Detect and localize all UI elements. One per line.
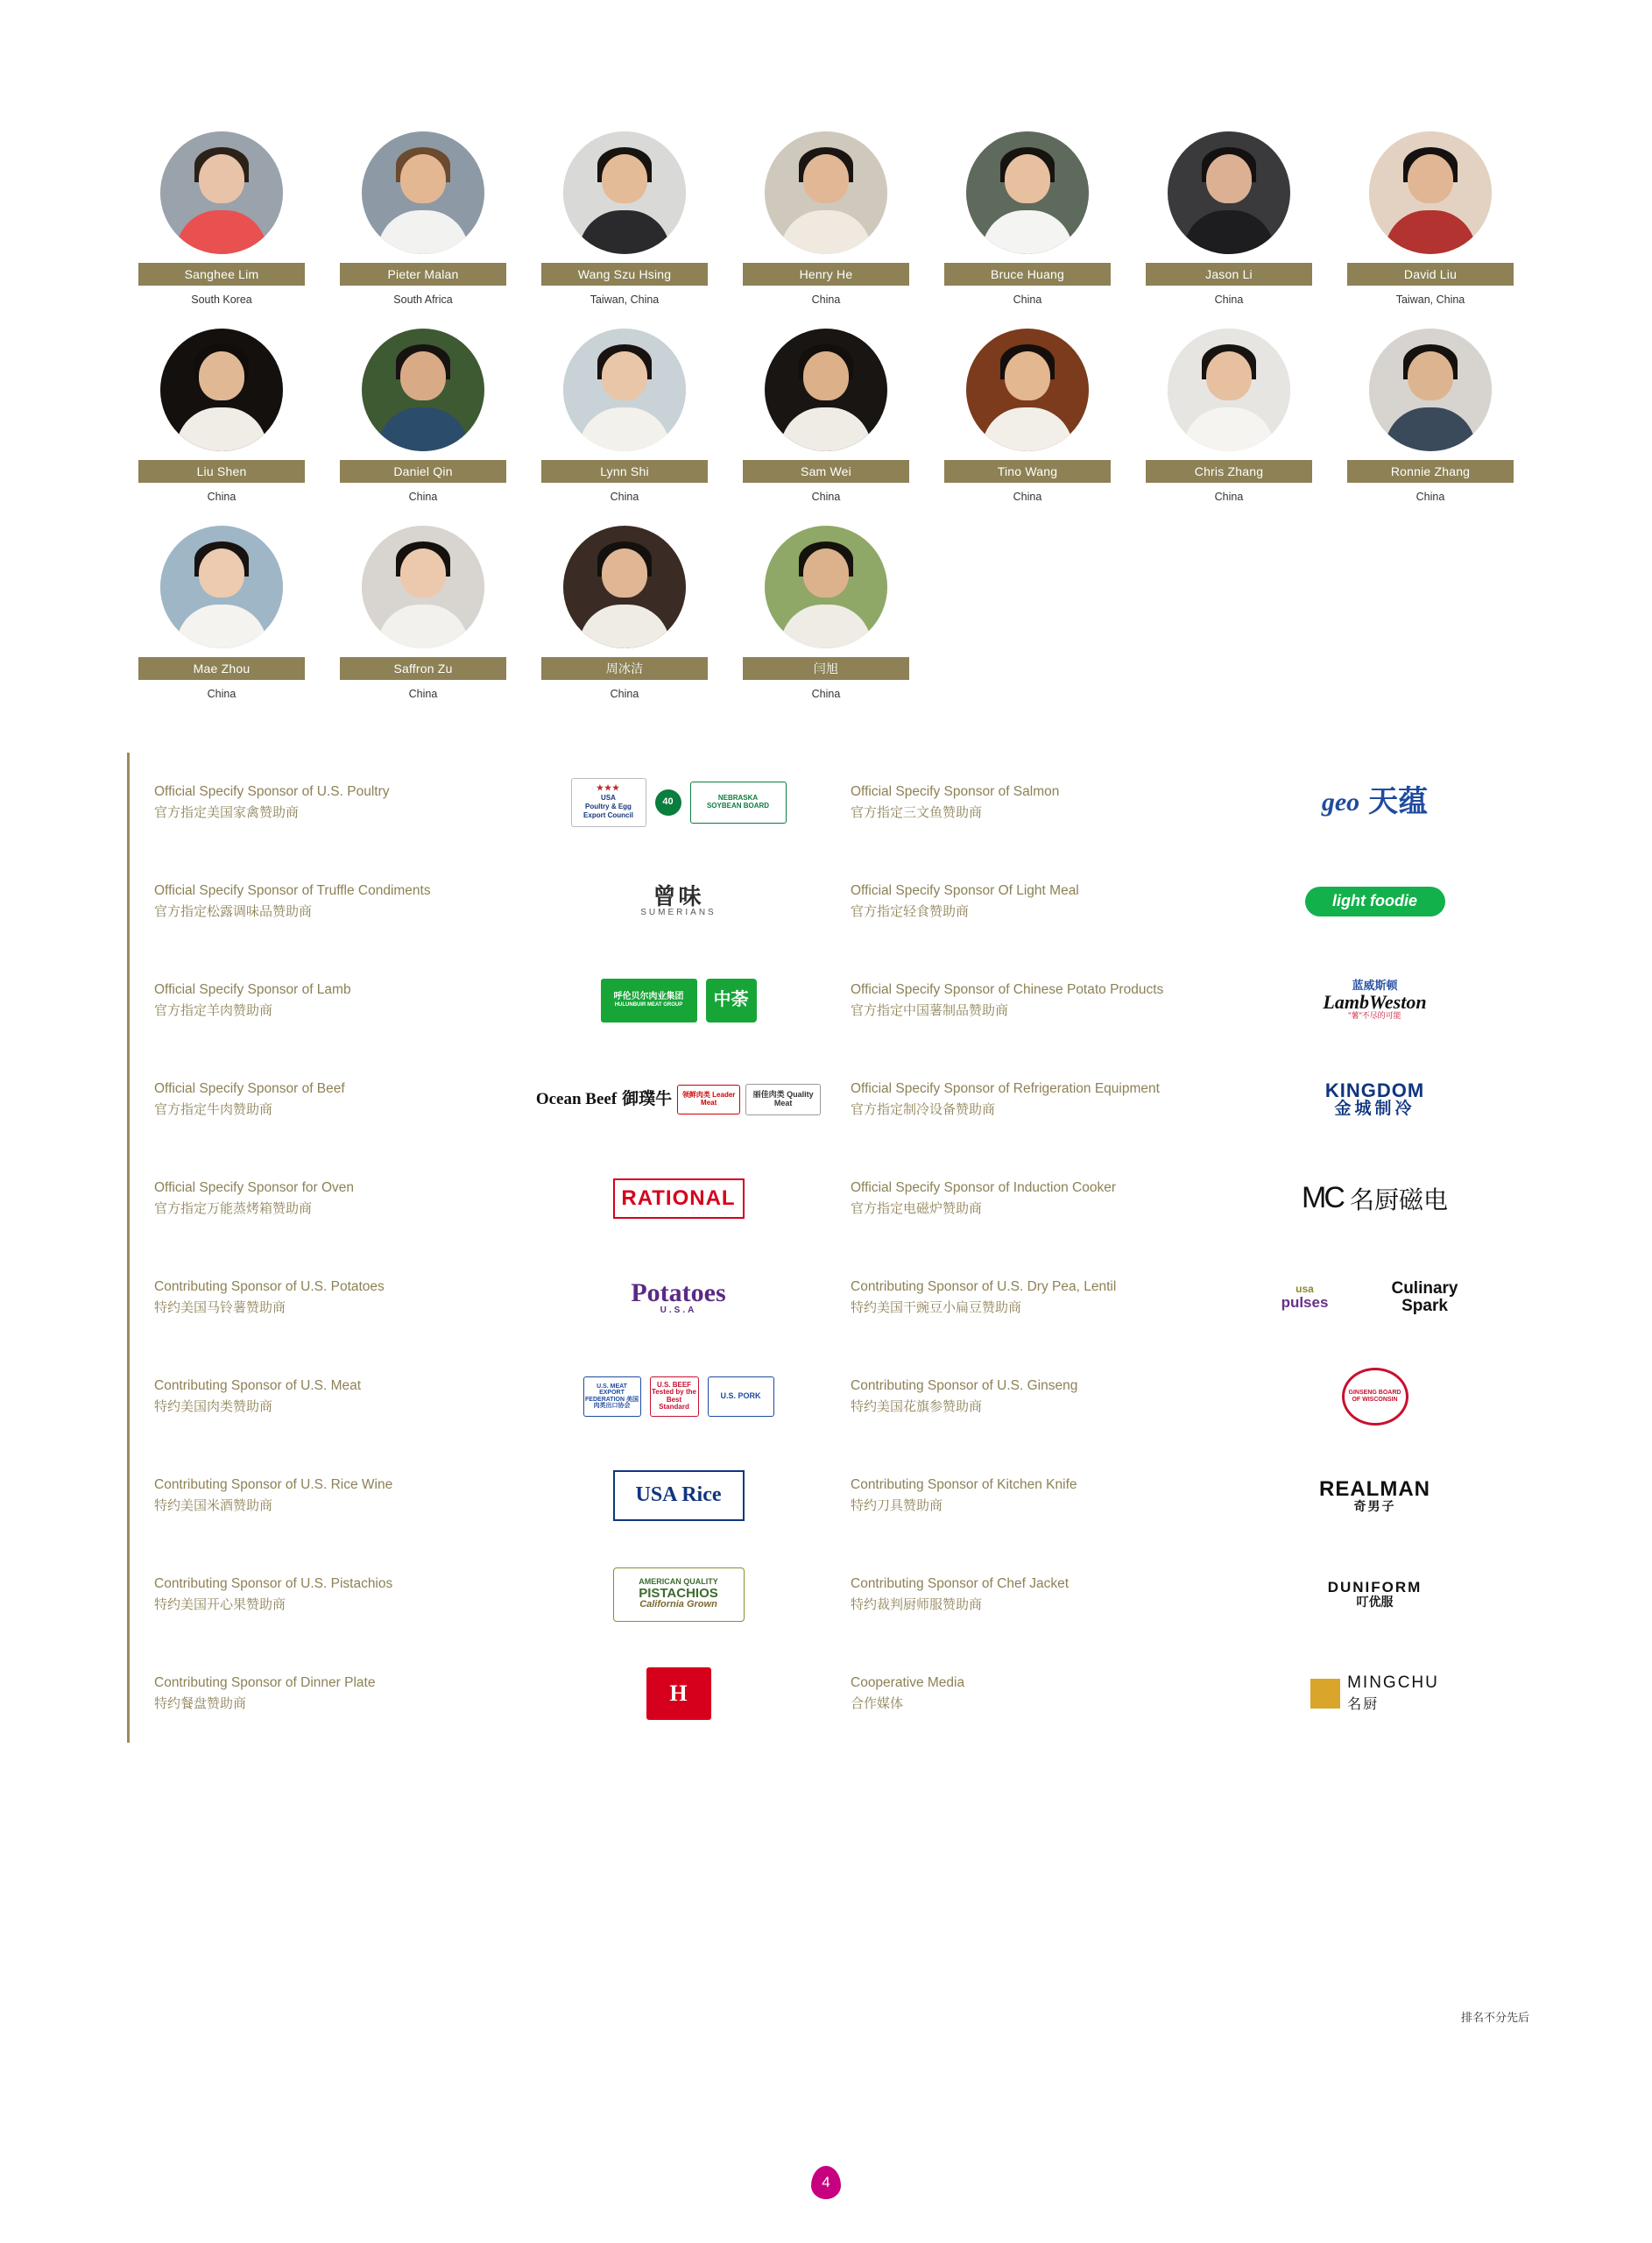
judge-country: China: [408, 491, 438, 503]
sponsor-label-cn: 特约裁判厨师服赞助商: [851, 1596, 983, 1612]
avatar: [362, 526, 484, 648]
logo-text: U.S.A: [660, 1305, 697, 1315]
sponsor-row: [130, 951, 826, 1050]
sponsor-label-en: Official Specify Sponsor for Oven: [154, 1179, 355, 1195]
avatar: [563, 131, 686, 254]
sponsor-row: [826, 1050, 1522, 1149]
american-quality-pistachios-logo: [613, 1567, 745, 1622]
sponsor-label-en: Contributing Sponsor of U.S. Ginseng: [851, 1377, 1078, 1393]
sponsor-logos: [531, 1456, 826, 1535]
avatar: [563, 526, 686, 648]
avatar: [966, 329, 1089, 451]
geo-logo: geo: [1321, 787, 1360, 817]
logo-text: NEBRASKA: [717, 794, 759, 803]
sponsor-row: [130, 1050, 826, 1149]
judge-card: [941, 329, 1114, 503]
sponsor-label: [154, 1277, 531, 1318]
sponsor-row: [130, 1644, 826, 1743]
sponsor-label-en: Official Specify Sponsor of Truffle Condiments: [154, 882, 431, 898]
sponsor-label-en: Official Specify Sponsor of Lamb: [154, 981, 351, 997]
sponsor-logos: [531, 1060, 826, 1139]
sponsor-label-en: Official Specify Sponsor of U.S. Poultry: [154, 783, 390, 799]
sponsor-label-en: Contributing Sponsor of Dinner Plate: [154, 1674, 376, 1690]
logo-text: SOYBEAN BOARD: [706, 801, 770, 810]
sponsor-logos: [531, 763, 826, 842]
zhongtan-logo: 中荼: [706, 979, 757, 1022]
logo-text: USA: [601, 793, 616, 802]
judge-name: Chris Zhang: [1146, 460, 1312, 483]
judges-row: [0, 131, 1652, 306]
huhhot-meat-group-logo: [601, 979, 697, 1022]
logo-text: pulses: [1281, 1293, 1329, 1311]
logo-text: DUNIFORM: [1327, 1579, 1423, 1596]
logo-text: AMERICAN QUALITY: [639, 1577, 718, 1587]
sponsor-logos: [531, 1258, 826, 1337]
judge-card: [336, 526, 510, 700]
sponsor-label-en: Official Specify Sponsor Of Light Meal: [851, 882, 1079, 898]
logo-text: Export Council: [583, 811, 633, 820]
judge-card: [135, 329, 308, 503]
judge-country: China: [207, 491, 237, 503]
lijia-meat-logo: 丽佳肉类 Quality Meat: [745, 1084, 821, 1115]
ocean-beef-logo: Ocean Beef: [535, 1089, 618, 1108]
sponsor-label-cn: 特约美国马铃薯赞助商: [154, 1299, 286, 1315]
sponsor-label-cn: 官方指定松露调味品赞助商: [154, 903, 313, 919]
sponsor-row: [826, 852, 1522, 951]
logo-text: usa: [1295, 1283, 1314, 1296]
sponsor-row: [130, 1545, 826, 1644]
judges-row: [0, 329, 1652, 503]
judge-country: China: [610, 491, 639, 503]
sponsor-logos: [531, 1159, 826, 1238]
judge-name: 周冰洁: [541, 657, 708, 680]
judges-grid: [0, 0, 1652, 700]
avatar: [1369, 329, 1492, 451]
logo-text: HULUNBUIR MEAT GROUP: [614, 1001, 683, 1008]
sponsor-label: [154, 1673, 531, 1714]
sponsor-label-cn: 官方指定中国薯制品赞助商: [851, 1002, 1009, 1018]
judge-country: China: [610, 688, 639, 700]
sponsor-label-en: Official Specify Sponsor of Induction Cooker: [851, 1179, 1116, 1195]
judge-name: Sanghee Lim: [138, 263, 305, 286]
logo-text: Potatoes: [631, 1277, 726, 1307]
page-number: 4: [811, 2166, 841, 2199]
judge-card: [135, 131, 308, 306]
judge-card: [538, 526, 711, 700]
sponsor-logos: [531, 1555, 826, 1634]
judge-name: Henry He: [743, 263, 909, 286]
sponsor-label-cn: 官方指定万能蒸烤箱赞助商: [154, 1200, 313, 1216]
judge-country: China: [811, 294, 841, 306]
judge-name: Wang Szu Hsing: [541, 263, 708, 286]
usa-rice-logo: USA Rice: [613, 1470, 745, 1521]
mingchu-induction-logo: [1302, 1181, 1448, 1216]
sponsor-label: [154, 1376, 531, 1417]
sponsor-label: [851, 1376, 1227, 1417]
sponsor-row: [826, 753, 1522, 852]
nebraska-soybean-board-logo: [690, 782, 787, 824]
sponsor-label-cn: 特约美国花旗参赞助商: [851, 1398, 983, 1414]
sponsor-logos: [531, 1654, 826, 1733]
sponsor-label: [851, 1475, 1227, 1516]
sponsor-label: [154, 980, 531, 1021]
judge-card: [1142, 329, 1316, 503]
sponsor-logos: [1227, 1555, 1522, 1634]
judge-name: Daniel Qin: [340, 460, 506, 483]
judge-name: Liu Shen: [138, 460, 305, 483]
judge-country: China: [207, 688, 237, 700]
judge-name: Sam Wei: [743, 460, 909, 483]
sponsor-logos: [531, 862, 826, 941]
sponsor-row: [130, 1347, 826, 1446]
logo-text: KINGDOM: [1324, 1079, 1425, 1101]
judge-country: China: [408, 688, 438, 700]
judge-name: Lynn Shi: [541, 460, 708, 483]
sponsors-section: [127, 753, 1522, 1743]
sponsor-row: [130, 1446, 826, 1545]
sponsor-label-cn: 官方指定牛肉赞助商: [154, 1101, 273, 1117]
judge-card: [941, 131, 1114, 306]
sponsor-logos: [1227, 1258, 1522, 1337]
judge-country: China: [811, 688, 841, 700]
sponsor-label: [154, 1475, 531, 1516]
sponsor-label: [851, 881, 1227, 922]
avatar: [160, 329, 283, 451]
sponsor-label-cn: 特约刀具赞助商: [851, 1497, 943, 1513]
sponsor-label-cn: 特约美国肉类赞助商: [154, 1398, 273, 1414]
sponsor-label: [851, 1673, 1227, 1714]
sponsor-logos: [1227, 1159, 1522, 1238]
sponsor-row: [826, 1446, 1522, 1545]
judge-country: China: [1214, 491, 1244, 503]
sponsor-label: [851, 1178, 1227, 1219]
sponsor-label-cn: 官方指定三文鱼赞助商: [851, 804, 983, 820]
sponsor-label-en: Official Specify Sponsor of Beef: [154, 1080, 345, 1096]
avatar: [765, 131, 887, 254]
sponsor-label-en: Contributing Sponsor of U.S. Rice Wine: [154, 1476, 393, 1492]
yupu-beef-logo: 御璞牛: [622, 1089, 673, 1108]
us-beef-logo: U.S. BEEF Tested by the Best Standard: [650, 1376, 699, 1417]
judge-card: [538, 131, 711, 306]
duniform-logo: [1328, 1580, 1423, 1609]
judge-card: [1344, 131, 1517, 306]
judge-card: [538, 329, 711, 503]
avatar: [765, 526, 887, 648]
judge-name: Ronnie Zhang: [1347, 460, 1514, 483]
avatar: [160, 131, 283, 254]
sponsor-row: [826, 1248, 1522, 1347]
sponsor-label: [851, 1079, 1227, 1120]
avatar: [1369, 131, 1492, 254]
logo-text: LambWeston: [1323, 991, 1427, 1014]
avatar: [765, 329, 887, 451]
light-foodie-logo: light foodie: [1305, 887, 1445, 916]
sponsor-label-cn: 官方指定羊肉赞助商: [154, 1002, 273, 1018]
sponsor-label-cn: 特约餐盘赞助商: [154, 1695, 247, 1711]
sponsor-label-en: Contributing Sponsor of U.S. Potatoes: [154, 1278, 385, 1294]
sponsor-label-cn: 特约美国开心果赞助商: [154, 1596, 286, 1612]
judge-country: China: [1013, 491, 1042, 503]
judge-card: [336, 131, 510, 306]
avatar: [1168, 329, 1290, 451]
judge-name: Bruce Huang: [944, 263, 1111, 286]
sponsor-label-cn: 官方指定制冷设备赞助商: [851, 1101, 996, 1117]
judge-country: South Africa: [393, 294, 453, 306]
sponsor-row: [826, 1545, 1522, 1644]
logo-text: PISTACHIOS: [639, 1585, 718, 1601]
logo-text: 奇男子: [1353, 1498, 1396, 1513]
sponsor-label: [851, 1574, 1227, 1615]
avatar: [563, 329, 686, 451]
sponsor-label: [154, 1079, 531, 1120]
sponsor-logos: [1227, 961, 1522, 1040]
sponsor-label: [851, 1277, 1227, 1318]
sponsor-logos: [1227, 1357, 1522, 1436]
rational-logo: RATIONAL: [613, 1178, 745, 1219]
judge-card: [739, 131, 913, 306]
judge-name: Jason Li: [1146, 263, 1312, 286]
logo-text: 蓝威斯顿: [1352, 979, 1398, 993]
anniversary-40-badge: 40: [655, 789, 681, 816]
usa-pulses-logo: [1260, 1275, 1351, 1320]
sponsor-logos: [1227, 862, 1522, 941]
judge-country: China: [1013, 294, 1042, 306]
judge-name: David Liu: [1347, 263, 1514, 286]
sumerians-logo: [613, 874, 745, 929]
sponsor-row: [130, 852, 826, 951]
judge-card: [739, 329, 913, 503]
sponsor-row: [130, 1149, 826, 1248]
sponsor-logos: [1227, 763, 1522, 842]
sponsor-label-en: Cooperative Media: [851, 1674, 965, 1690]
potatoes-usa-logo: [631, 1279, 725, 1316]
avatar: [1168, 131, 1290, 254]
sponsor-row: [826, 1347, 1522, 1446]
sponsor-label-cn: 合作媒体: [851, 1695, 904, 1711]
judge-card: [1142, 131, 1316, 306]
sponsor-logos: [1227, 1060, 1522, 1139]
logo-text: Culinary: [1391, 1278, 1458, 1298]
sponsor-label-cn: 官方指定美国家禽赞助商: [154, 804, 300, 820]
sponsor-label: [851, 782, 1227, 823]
usmef-logo: U.S. MEAT EXPORT FEDERATION 美国肉类出口协会: [583, 1376, 641, 1417]
avatar: [966, 131, 1089, 254]
judge-country: China: [1415, 491, 1445, 503]
culinary-spark-logo: [1359, 1275, 1491, 1320]
sponsor-label-en: Official Specify Sponsor of Salmon: [851, 783, 1060, 799]
us-pork-logo: U.S. PORK: [708, 1376, 774, 1417]
logo-text: SUMERIANS: [640, 907, 717, 917]
ranking-note: 排名不分先后: [1460, 2011, 1529, 2024]
judge-card: [739, 526, 913, 700]
sponsor-label-en: Official Specify Sponsor of Chinese Potato Products: [851, 981, 1164, 997]
sponsor-label-en: Contributing Sponsor of U.S. Meat: [154, 1377, 362, 1393]
logo-text: 叮优服: [1356, 1595, 1394, 1610]
judge-card: [336, 329, 510, 503]
logo-text: Poultry & Egg: [585, 803, 632, 811]
sponsor-label: [154, 881, 531, 922]
usa-poultry-egg-export-council-logo: ★★★ USA Poultry & Egg Export Council: [571, 778, 646, 827]
sponsor-label-cn: 官方指定电磁炉赞助商: [851, 1200, 983, 1216]
tianyun-logo: 天蕴: [1368, 783, 1429, 819]
sponsor-row: [826, 1149, 1522, 1248]
sponsor-label: [851, 980, 1227, 1021]
avatar: [362, 329, 484, 451]
mingchu-mark: [1310, 1679, 1340, 1709]
logo-text: MC: [1302, 1181, 1343, 1214]
logo-text: 金城制冷: [1334, 1100, 1415, 1119]
sponsor-label: [154, 782, 531, 823]
logo-text: 名厨磁电: [1349, 1185, 1448, 1213]
judge-name: Tino Wang: [944, 460, 1111, 483]
realman-logo: [1319, 1478, 1430, 1513]
sponsor-label-en: Contributing Sponsor of U.S. Pistachios: [154, 1575, 393, 1591]
sponsor-label-en: Contributing Sponsor of Kitchen Knife: [851, 1476, 1077, 1492]
kingdom-refrigeration-logo: [1310, 1075, 1441, 1124]
judge-country: South Korea: [191, 294, 252, 306]
logo-text: 名厨: [1347, 1697, 1380, 1712]
judge-country: China: [1214, 294, 1244, 306]
judge-country: China: [811, 491, 841, 503]
sponsor-label: [154, 1574, 531, 1615]
judge-country: Taiwan, China: [589, 294, 660, 306]
sponsor-label-cn: 特约美国米酒赞助商: [154, 1497, 273, 1513]
sponsor-row: [826, 1644, 1522, 1743]
sponsor-logos: [1227, 1456, 1522, 1535]
judge-country: Taiwan, China: [1395, 294, 1465, 306]
sponsors-grid: [130, 753, 1522, 1743]
sponsor-label-cn: 特约美国干豌豆小扁豆赞助商: [851, 1299, 1022, 1315]
judges-row: [0, 526, 1652, 700]
lamb-weston-logo: [1310, 975, 1441, 1026]
logo-text: 呼伦贝尔肉业集团: [613, 992, 684, 1002]
sponsor-label-en: Official Specify Sponsor of Refrigeration Equipment: [851, 1080, 1160, 1096]
sponsor-label-cn: 官方指定轻食赞助商: [851, 903, 970, 919]
sponsor-label-en: Contributing Sponsor of U.S. Dry Pea, Lentil: [851, 1278, 1117, 1294]
sponsor-row: [826, 951, 1522, 1050]
judge-card: [135, 526, 308, 700]
judge-name: 闫旭: [743, 657, 909, 680]
huaguang-ceramics-logo: H: [646, 1667, 711, 1720]
judge-name: Mae Zhou: [138, 657, 305, 680]
sponsor-row: [130, 753, 826, 852]
leader-meat-logo: 领鲜肉类 Leader Meat: [677, 1085, 740, 1114]
sponsor-label: [154, 1178, 531, 1219]
logo-text: 曾味: [653, 883, 704, 909]
avatar: [160, 526, 283, 648]
sponsor-logos: [1227, 1654, 1522, 1733]
sponsor-label-en: Contributing Sponsor of Chef Jacket: [851, 1575, 1069, 1591]
logo-text: "薯"不尽的可能: [1348, 1011, 1401, 1021]
avatar: [362, 131, 484, 254]
mingchu-media-logo: [1310, 1673, 1439, 1713]
logo-text: MINGCHU: [1347, 1673, 1439, 1692]
judge-name: Pieter Malan: [340, 263, 506, 286]
judge-name: Saffron Zu: [340, 657, 506, 680]
judge-card: [1344, 329, 1517, 503]
sponsor-row: [130, 1248, 826, 1347]
logo-text: REALMAN: [1319, 1476, 1430, 1501]
logo-text: Spark: [1401, 1296, 1448, 1315]
logo-text: California Grown: [639, 1599, 717, 1610]
sponsor-logos: [531, 1357, 826, 1436]
sponsor-logos: [531, 961, 826, 1040]
ginseng-board-of-wisconsin-logo: GINSENG BOARD OF WISCONSIN: [1342, 1368, 1408, 1426]
